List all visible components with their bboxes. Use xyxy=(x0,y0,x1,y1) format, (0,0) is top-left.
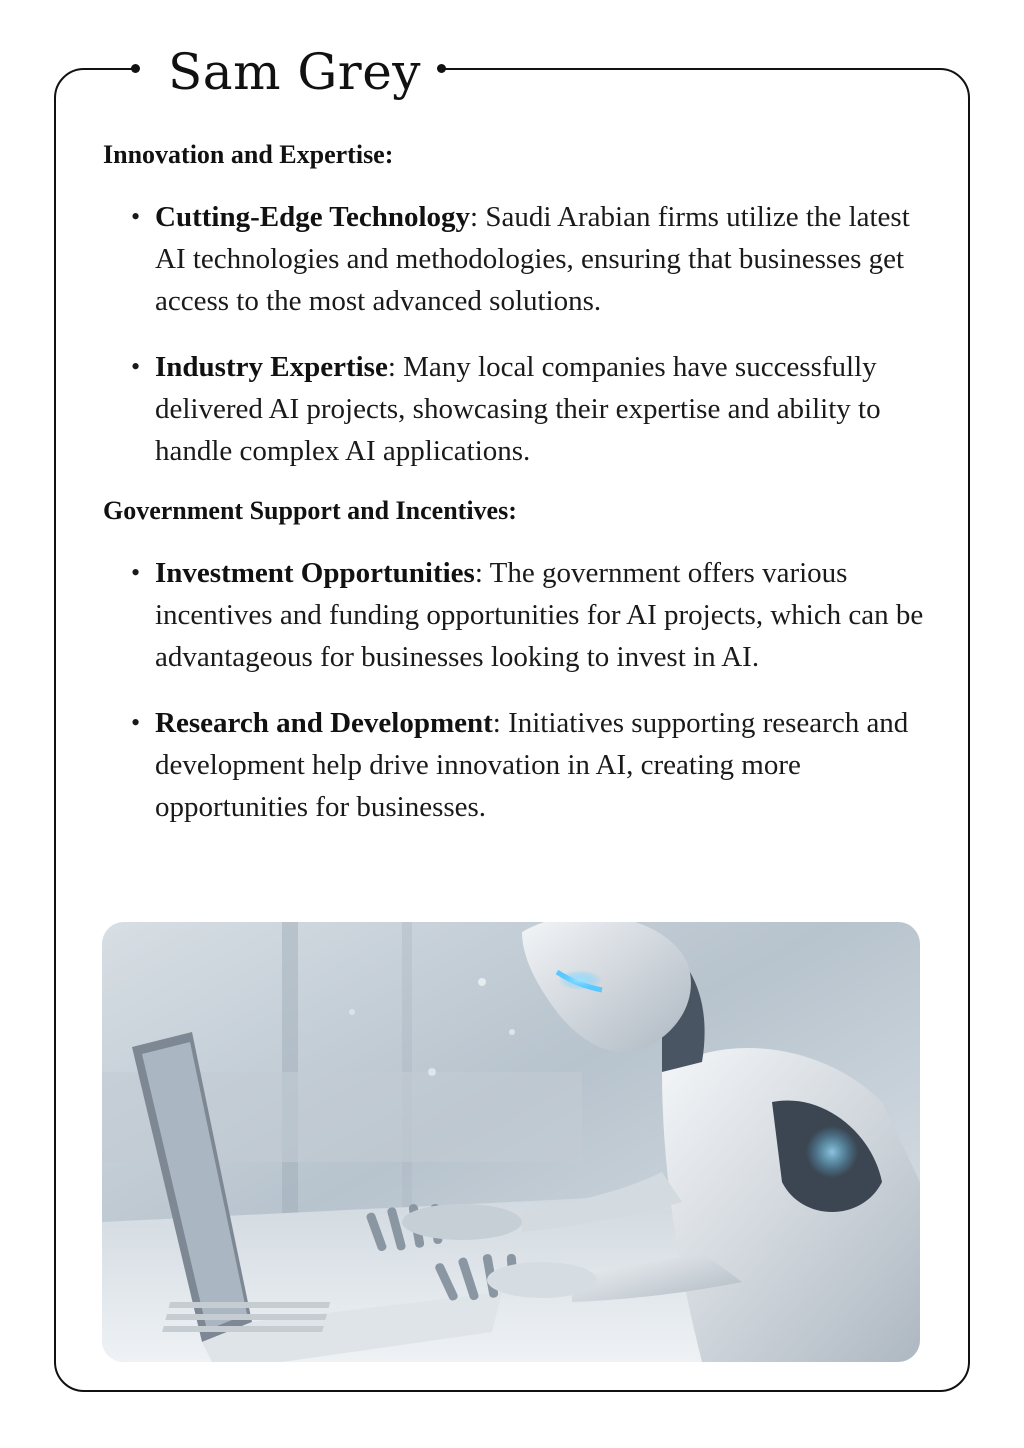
list-item xyxy=(103,552,933,678)
bullet-text: : Initiatives supporting research and development help drive innovation in AI, creating more opportunities for businesses. xyxy=(155,707,909,823)
section-heading-innovation: Innovation and Expertise: xyxy=(103,140,394,169)
bullet-term: Industry Expertise xyxy=(155,351,388,383)
bullet-dot-icon: • xyxy=(131,558,141,587)
list-item xyxy=(103,346,933,472)
bullet-term: Research and Development xyxy=(155,707,493,739)
bullet-term: Investment Opportunities xyxy=(155,557,475,589)
bullet-text: : Saudi Arabian firms utilize the latest AI technologies and methodologies, ensuring that businesses get access to the most advanced solutions. xyxy=(155,201,910,317)
bullet-dot-icon: • xyxy=(131,202,141,231)
bullet-text: : Many local companies have successfully delivered AI projects, showcasing their expertise and ability to handle complex AI applications. xyxy=(155,351,881,467)
page-title: Sam Grey xyxy=(168,43,422,101)
page-content xyxy=(103,138,933,852)
bullet-term: Cutting-Edge Technology xyxy=(155,201,471,233)
frame-dot-left-icon xyxy=(131,64,140,73)
list-item xyxy=(103,702,933,828)
bullet-dot-icon: • xyxy=(131,352,141,381)
robot-laptop-image xyxy=(102,922,920,1362)
frame-dot-right-icon xyxy=(437,64,446,73)
bullet-list-innovation xyxy=(103,196,933,472)
section-heading-government: Government Support and Incentives: xyxy=(103,496,517,525)
bullet-text: : The government offers various incentives and funding opportunities for AI projects, which can be advantageous for businesses looking to invest in AI. xyxy=(155,557,924,673)
bullet-dot-icon: • xyxy=(131,708,141,737)
bullet-list-government xyxy=(103,552,933,828)
list-item xyxy=(103,196,933,322)
